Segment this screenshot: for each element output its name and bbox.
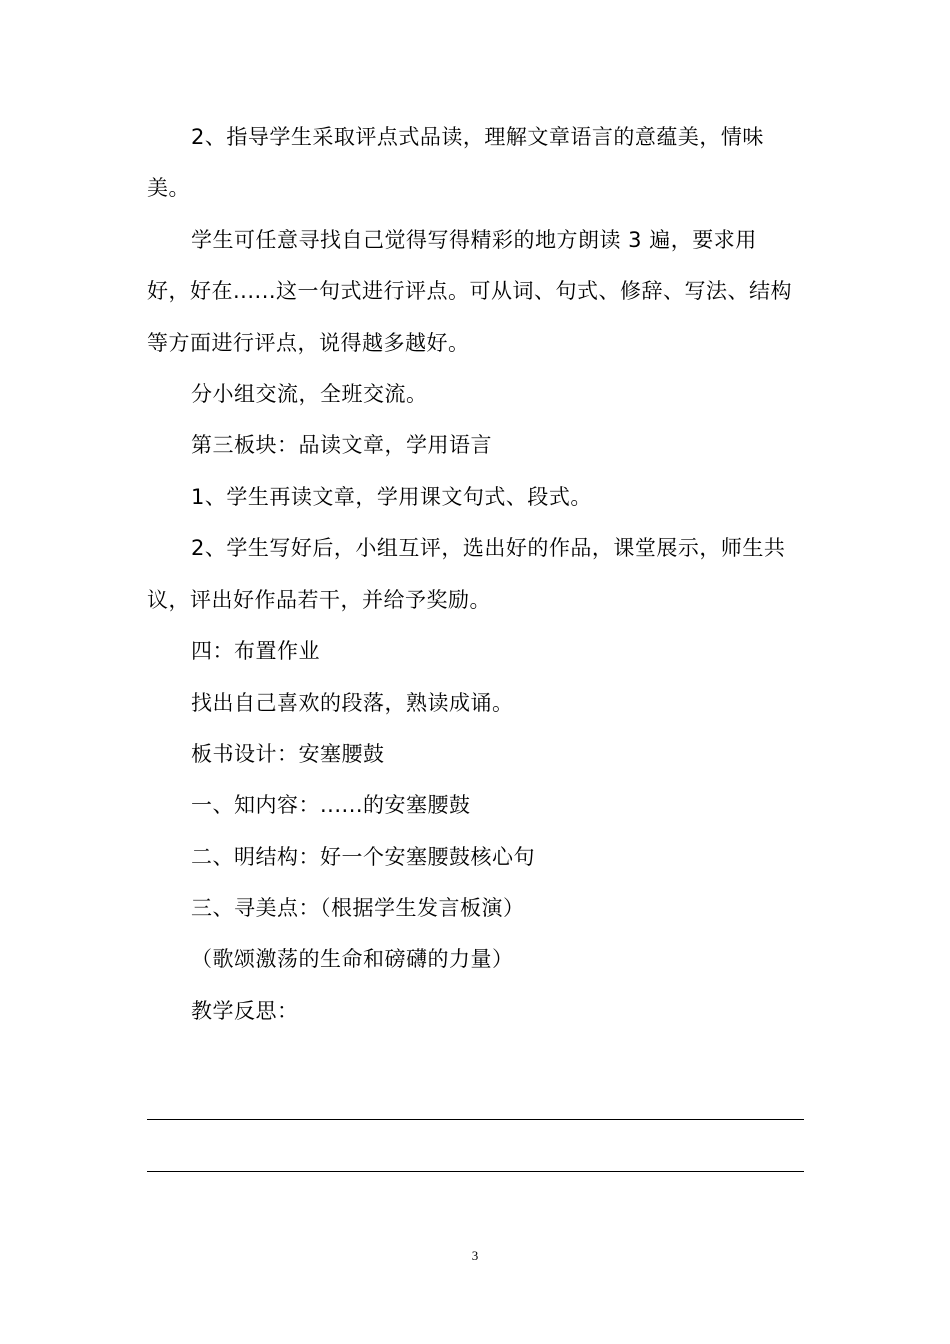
paragraph-line: 1、学生再读文章，学用课文句式、段式。 [191, 485, 592, 509]
paragraph-line: 三、寻美点：（根据学生发言板演） [191, 896, 525, 920]
writing-line [147, 1171, 804, 1172]
paragraph-line: 好，好在......这一句式进行评点。可从词、句式、修辞、写法、结构 [147, 279, 793, 303]
paragraph-line: 2、指导学生采取评点式品读，理解文章语言的意蕴美，情味 [191, 125, 764, 149]
paragraph-line: 教学反思： [191, 999, 299, 1023]
paragraph-line: 分小组交流，全班交流。 [191, 382, 428, 406]
paragraph-line: 美。 [147, 176, 190, 200]
paragraph-line: 等方面进行评点，说得越多越好。 [147, 331, 470, 355]
section-heading: 第三板块：品读文章，学用语言 [191, 433, 492, 457]
section-heading: 四：布置作业 [191, 639, 320, 663]
paragraph-line: 2、学生写好后，小组互评，选出好的作品，课堂展示，师生共 [191, 536, 786, 560]
writing-line [147, 1119, 804, 1120]
paragraph-line: 二、明结构：好一个安塞腰鼓核心句 [191, 845, 535, 869]
page-number: 3 [471, 1248, 479, 1263]
paragraph-line: 板书设计：安塞腰鼓 [191, 742, 385, 766]
paragraph-line: 议，评出好作品若干，并给予奖励。 [147, 588, 491, 612]
paragraph-line: （歌颂激荡的生命和磅礴的力量） [191, 947, 514, 971]
paragraph-line: 一、知内容：......的安塞腰鼓 [191, 793, 471, 817]
paragraph-line: 学生可任意寻找自己觉得写得精彩的地方朗读 3 遍，要求用 [191, 228, 757, 252]
paragraph-line: 找出自己喜欢的段落，熟读成诵。 [191, 691, 514, 715]
